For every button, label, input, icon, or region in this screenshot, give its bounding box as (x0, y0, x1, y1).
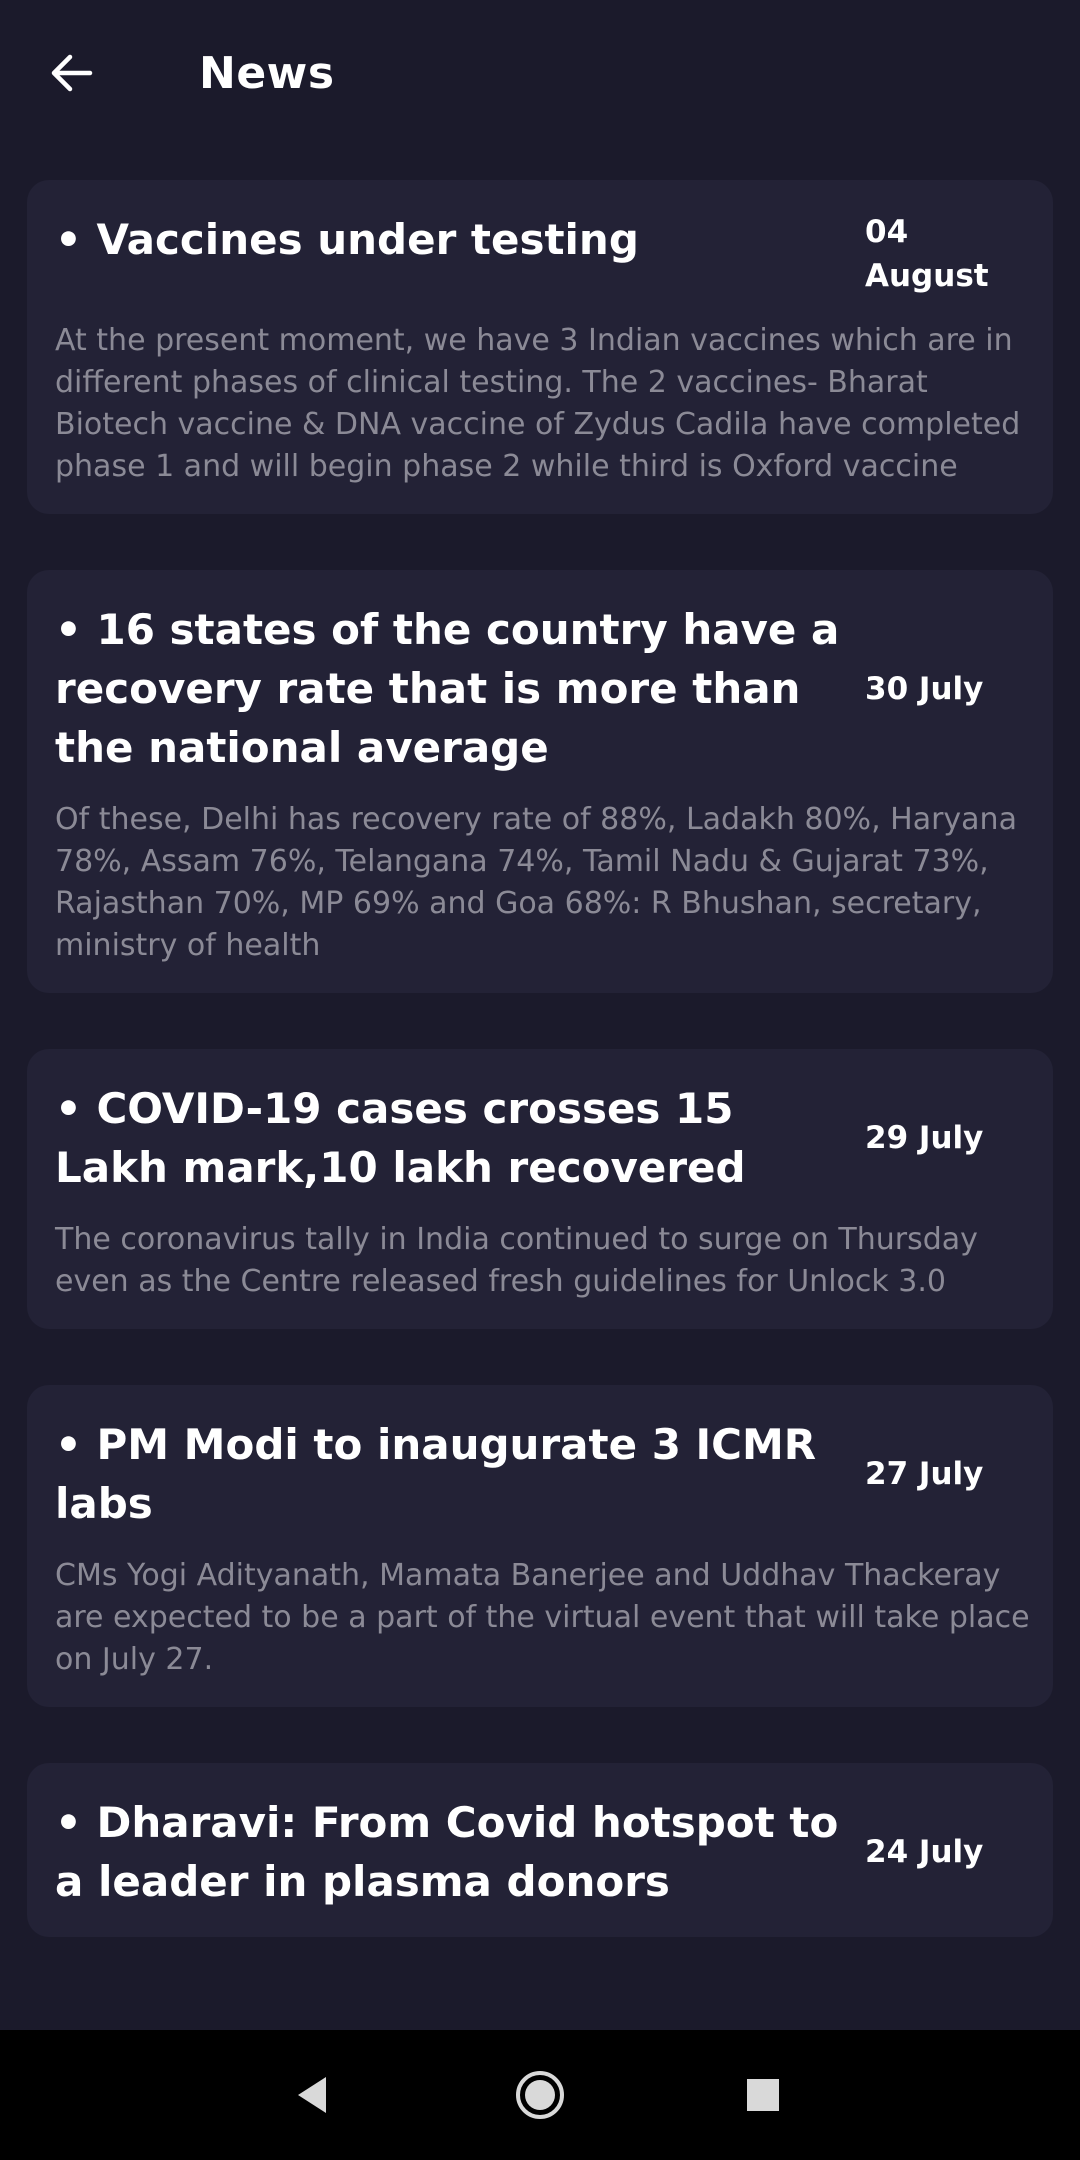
back-button[interactable] (36, 38, 106, 108)
app-bar (0, 0, 1080, 160)
system-navigation-bar (0, 2030, 1080, 2160)
nav-recents-button[interactable] (703, 2030, 823, 2160)
news-title: • PM Modi to inaugurate 3 ICMR labs (55, 1420, 817, 1528)
news-date: 04 August (865, 214, 989, 294)
news-feed[interactable] (27, 180, 1053, 2030)
news-summary: Of these, Delhi has recovery rate of 88%, Ladakh 80%, Haryana 78%, Assam 76%, Telangana 74%, Tamil Nadu & Gujarat 73%, Rajasthan 70%, MP 69% and Goa 68%: R Bhushan, secretary, ministry of health (55, 802, 1017, 963)
square-recents-icon (745, 2077, 781, 2113)
news-card-header (55, 1793, 1025, 1911)
arrow-left-icon (46, 48, 96, 98)
news-title: • COVID-19 cases crosses 15 Lakh mark,10 lakh recovered (55, 1084, 746, 1192)
news-title: • Vaccines under testing (55, 215, 639, 264)
news-date: 29 July (865, 1120, 984, 1156)
news-card[interactable] (27, 570, 1053, 993)
news-date: 24 July (865, 1834, 984, 1870)
circle-home-icon (514, 2069, 566, 2121)
news-summary: CMs Yogi Adityanath, Mamata Banerjee and Uddhav Thackeray are expected to be a part of the virtual event that will take place on July 27. (55, 1558, 1030, 1677)
news-card-header (55, 1415, 1025, 1533)
news-card-header (55, 600, 1025, 777)
news-date: 30 July (865, 670, 984, 707)
news-date: 27 July (865, 1456, 984, 1492)
news-title: • Dharavi: From Covid hotspot to a leader in plasma donors (55, 1798, 839, 1906)
news-card-header (55, 210, 1025, 298)
triangle-back-icon (292, 2073, 332, 2117)
news-card-header (55, 1079, 1025, 1197)
nav-back-button[interactable] (252, 2030, 372, 2160)
news-card[interactable] (27, 1049, 1053, 1329)
news-title: • 16 states of the country have a recovery rate that is more than the national average (55, 605, 840, 772)
news-summary: At the present moment, we have 3 Indian vaccines which are in different phases of clinical testing. The 2 vaccines- Bharat Biotech vaccine & DNA vaccine of Zydus Cadila have completed phase 1 and will begin phase 2 while third is Oxford vaccine (55, 323, 1021, 484)
page-title: News (199, 48, 335, 99)
news-card[interactable] (27, 1763, 1053, 1937)
news-card[interactable] (27, 1385, 1053, 1707)
news-summary: The coronavirus tally in India continued to surge on Thursday even as the Centre released fresh guidelines for Unlock 3.0 (55, 1222, 978, 1299)
news-card[interactable] (27, 180, 1053, 514)
nav-home-button[interactable] (480, 2030, 600, 2160)
